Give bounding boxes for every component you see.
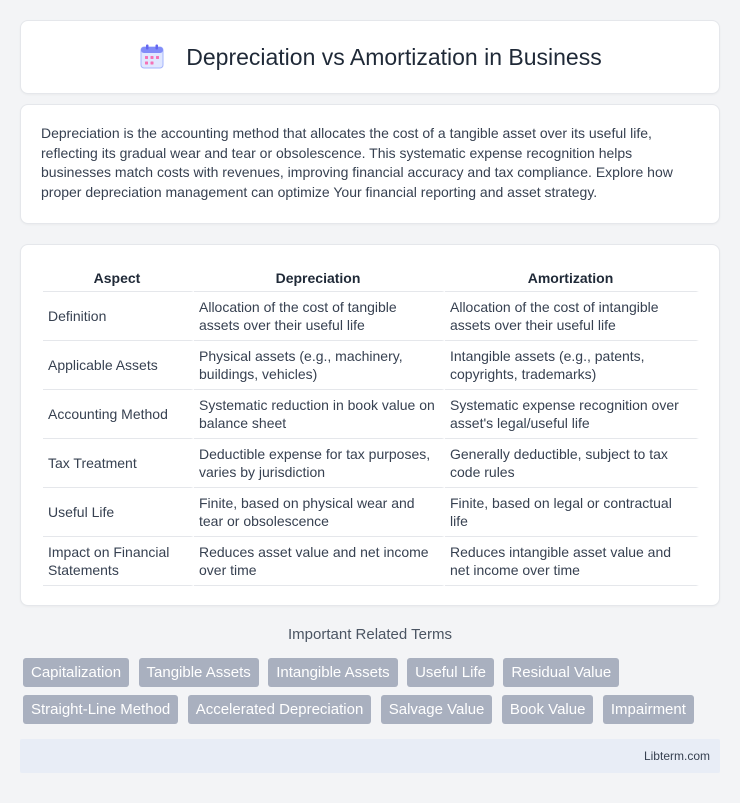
table-cell: Impact on Financial Statements — [43, 537, 194, 586]
comparison-table-card — [20, 244, 720, 606]
table-header-row — [43, 264, 699, 292]
table-cell: Tax Treatment — [43, 439, 194, 488]
table-cell: Applicable Assets — [43, 341, 194, 390]
related-term-tag[interactable]: Accelerated Depreciation — [188, 695, 372, 724]
related-term-tag[interactable]: Capitalization — [23, 658, 129, 687]
table-cell: Physical assets (e.g., machinery, buildings, vehicles) — [194, 341, 445, 390]
table-cell: Definition — [43, 292, 194, 341]
related-term-tag[interactable]: Book Value — [502, 695, 594, 724]
related-term-tag[interactable]: Useful Life — [407, 658, 494, 687]
table-cell: Reduces intangible asset value and net income over time — [445, 537, 699, 586]
table-cell: Accounting Method — [43, 390, 194, 439]
footer — [20, 739, 720, 773]
table-row — [43, 537, 699, 586]
related-term-tag[interactable]: Residual Value — [503, 658, 619, 687]
related-term-tag[interactable]: Salvage Value — [381, 695, 493, 724]
table-row — [43, 341, 699, 390]
table-cell: Allocation of the cost of tangible assets over their useful life — [194, 292, 445, 341]
table-row — [43, 390, 699, 439]
comparison-table — [43, 264, 699, 586]
column-header-depreciation: Depreciation — [194, 264, 445, 292]
table-cell: Intangible assets (e.g., patents, copyrights, trademarks) — [445, 341, 699, 390]
header-card — [20, 20, 720, 94]
table-cell: Systematic reduction in book value on balance sheet — [194, 390, 445, 439]
column-header-aspect: Aspect — [43, 264, 194, 292]
table-cell: Finite, based on physical wear and tear or obsolescence — [194, 488, 445, 537]
page-title: Depreciation vs Amortization in Business — [186, 43, 602, 70]
related-terms-list — [20, 658, 725, 732]
table-row — [43, 292, 699, 341]
related-term-tag[interactable]: Straight-Line Method — [23, 695, 178, 724]
footer-site-link[interactable]: Libterm.com — [643, 749, 710, 763]
table-cell: Useful Life — [43, 488, 194, 537]
column-header-amortization: Amortization — [445, 264, 699, 292]
related-term-tag[interactable]: Tangible Assets — [139, 658, 259, 687]
table-cell: Finite, based on legal or contractual life — [445, 488, 699, 537]
related-term-tag[interactable]: Intangible Assets — [268, 658, 397, 687]
intro-text: Depreciation is the accounting method that allocates the cost of a tangible asset over its useful life, reflecting its gradual wear and tear or obsolescence. This systematic expense recognition helps businesses match costs with revenues, improving financial accuracy and tax compliance. Explore how proper depreciation management can optimize Your financial reporting and asset strategy. — [41, 125, 673, 200]
intro-card — [20, 104, 720, 224]
table-cell: Allocation of the cost of intangible assets over their useful life — [445, 292, 699, 341]
table-cell: Generally deductible, subject to tax code rules — [445, 439, 699, 488]
related-terms-title: Important Related Terms — [288, 626, 452, 643]
related-term-tag[interactable]: Impairment — [603, 695, 694, 724]
calendar-icon — [138, 43, 166, 71]
table-cell: Systematic expense recognition over asset's legal/useful life — [445, 390, 699, 439]
table-row — [43, 439, 699, 488]
table-cell: Reduces asset value and net income over time — [194, 537, 445, 586]
table-row — [43, 488, 699, 537]
table-cell: Deductible expense for tax purposes, varies by jurisdiction — [194, 439, 445, 488]
